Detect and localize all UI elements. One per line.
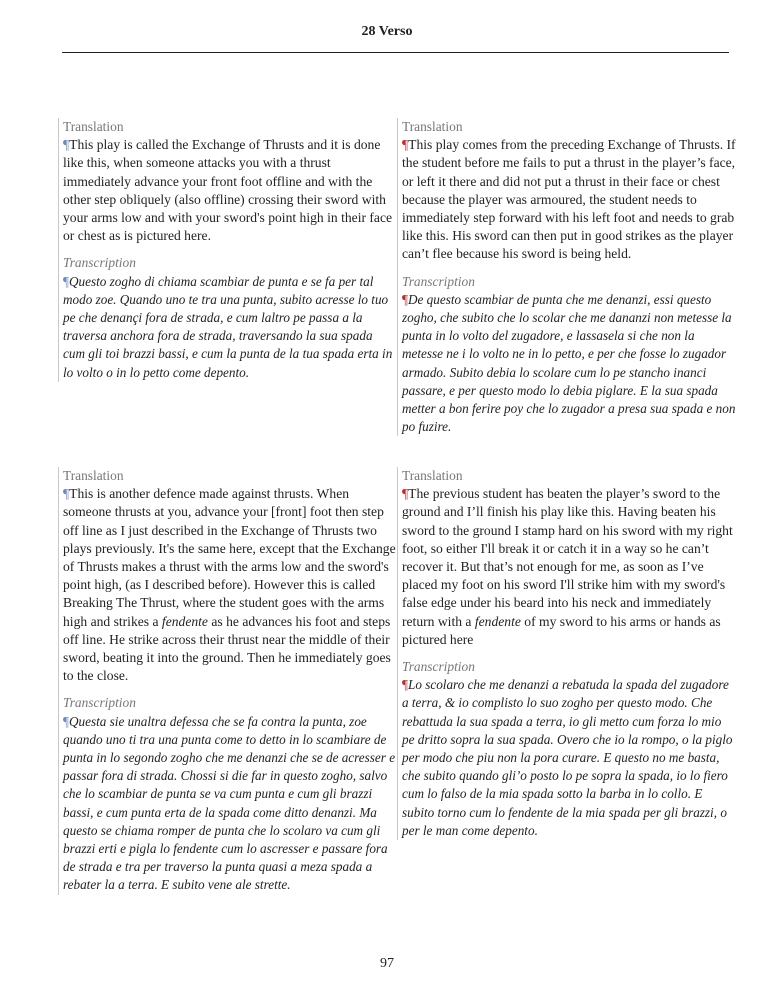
play-block-top-right xyxy=(397,118,736,436)
play-block-top-left xyxy=(58,118,397,382)
transcription-text xyxy=(63,273,397,382)
translation-body: This is another defence made against thrusts. When someone thrusts at you, advance your [front] foot then step off line as I just described in the Exchange of Thrusts two plays previously. It's the same here, except that the Exchange of Thrusts makes a thrust with the arms low and the sword's point high, (as I described before). However this is called Breaking The Thrust, where the student goes with the arms high and strikes a xyxy=(63,486,396,629)
play-block-bottom-left xyxy=(58,467,397,895)
term-fendente: fendente xyxy=(474,613,521,629)
pilcrow-icon: ¶ xyxy=(402,486,409,502)
pilcrow-icon: ¶ xyxy=(63,137,70,153)
transcription-body: De questo scambiar de punta che me denanzi, essi questo zogho, che subito che lo scolar che me dananzi non metesse la punta in lo volto del zugadore, e lassasela si che non la metesse ne i lo volto ne in lo petto, e per che fosse lo zugador armado. Subito debia lo scolare cum lo pe stancho inanci passare, e per questo modo lo debia piglare. E la sua spada metter a bon ferire poy che lo zugador a presa sua spada e non po fuzire. xyxy=(402,291,736,435)
translation-text xyxy=(402,485,736,649)
term-fendente: fendente xyxy=(161,613,208,629)
transcription-body: Questa sie unaltra defessa che se fa contra la punta, zoe quando uno ti tra una punta come to detto in lo scambiare de punta in lo segondo zogho che me denanzi che se de acresser e passar fora di strada. Chossi si die far in questo zogho, salvo che lo scambiar de punta se va cum punta e cum gli brazzi bassi, e cum punta erta de la spada come ditto denanzi. Ma questo se chiama romper de punta che lo scolaro va cum gli brazzi erti e pigla lo fendente cum lo ascresser e passare fora de strada e tra per traverso la punta quasi a meza spada a rebater la a terra. E subito vene ale strette. xyxy=(63,713,396,893)
pilcrow-icon: ¶ xyxy=(402,291,408,307)
transcription-text xyxy=(402,676,736,840)
pilcrow-icon: ¶ xyxy=(63,486,70,502)
pilcrow-icon: ¶ xyxy=(63,273,69,289)
translation-body-cont: as he advances his foot and steps off line. He strike across their thrust near the middle of their sword, beating it into the ground. Then he immediately goes to the close. xyxy=(63,613,391,684)
transcription-label: Transcription xyxy=(63,695,136,711)
transcription-text xyxy=(63,713,397,895)
transcription-label: Transcription xyxy=(402,273,475,289)
translation-body-cont: of my sword to his arms or hands as pictured here xyxy=(402,613,721,647)
running-header: 28 Verso xyxy=(361,24,413,39)
transcription-body: Questo zogho di chiama scambiar de punta e se fa per tal modo zoe. Quando uno te tra una punta, subito acresse lo tuo pe che denançi fora de strada, e cum laltro pe passa a la traversa anchora fora de strada, traversando la sua spada cum gli toi brazzi bassi, e cum la punta de la tua spada erta in lo volto o in lo petto come depento. xyxy=(63,273,393,380)
translation-body: The previous student has beaten the player’s sword to the ground and I’ll finish his play like this. Having beaten his sword to the ground I stamp hard on his sword with my right foot, so either I'll break it or catch it in a way so he can’t recover it. But that’s not enough for me, as soon as I’ve placed my foot on his sword I'll strike him with my sword's false edge under his beard into his neck and immediately return with a xyxy=(402,486,733,629)
pilcrow-icon: ¶ xyxy=(63,713,69,729)
translation-label: Translation xyxy=(402,468,463,483)
transcription-text xyxy=(402,291,736,437)
play-block-bottom-right xyxy=(397,467,736,840)
transcription-body: Lo scolaro che me denanzi a rebatuda la spada del zugadore a terra, & io complisto lo suo zogho per questo modo. Che rebattuda la sua spada a terra, io gli metto cum forza lo mio pe dritto sopra la sua spada. Overo che io la rompo, o la piglo per modo che piu non la pora curare. E questo no me basta, che subito quando gli’o posto lo pe sopra la spada, io lo fiero cum lo falso de la mia spada sotto la barba in lo collo. E subito torno cum lo fendente de la mia spada per gli brazzi, o per le man come depento. xyxy=(402,677,733,838)
translation-label: Translation xyxy=(63,119,124,134)
page-number: 97 xyxy=(380,956,394,971)
translation-text xyxy=(402,136,736,263)
header-rule xyxy=(62,52,729,53)
transcription-label: Transcription xyxy=(402,659,475,675)
pilcrow-icon: ¶ xyxy=(402,677,408,693)
translation-label: Translation xyxy=(402,119,463,134)
translation-label: Translation xyxy=(63,468,124,483)
translation-body: This play comes from the preceding Exchange of Thrusts. If the student before me fails to put a thrust in the player’s face, or left it there and did not put a thrust in their face or chest because the player was armoured, the student needs to immediately step forward with his left foot and needs to grab like this. His sword can then put in good strikes as the player can’t flee because his sword is being held. xyxy=(402,137,736,262)
pilcrow-icon: ¶ xyxy=(402,137,409,153)
translation-text xyxy=(63,485,397,685)
translation-body: This play is called the Exchange of Thrusts and it is done like this, when someone attacks you with a thrust immediately advance your front foot offline and with the other step obliquely (also offline) crossing their sword with your arms low and with your sword's point high in their face or chest as is pictured here. xyxy=(63,137,393,244)
transcription-label: Transcription xyxy=(63,255,136,271)
translation-text xyxy=(63,136,397,245)
